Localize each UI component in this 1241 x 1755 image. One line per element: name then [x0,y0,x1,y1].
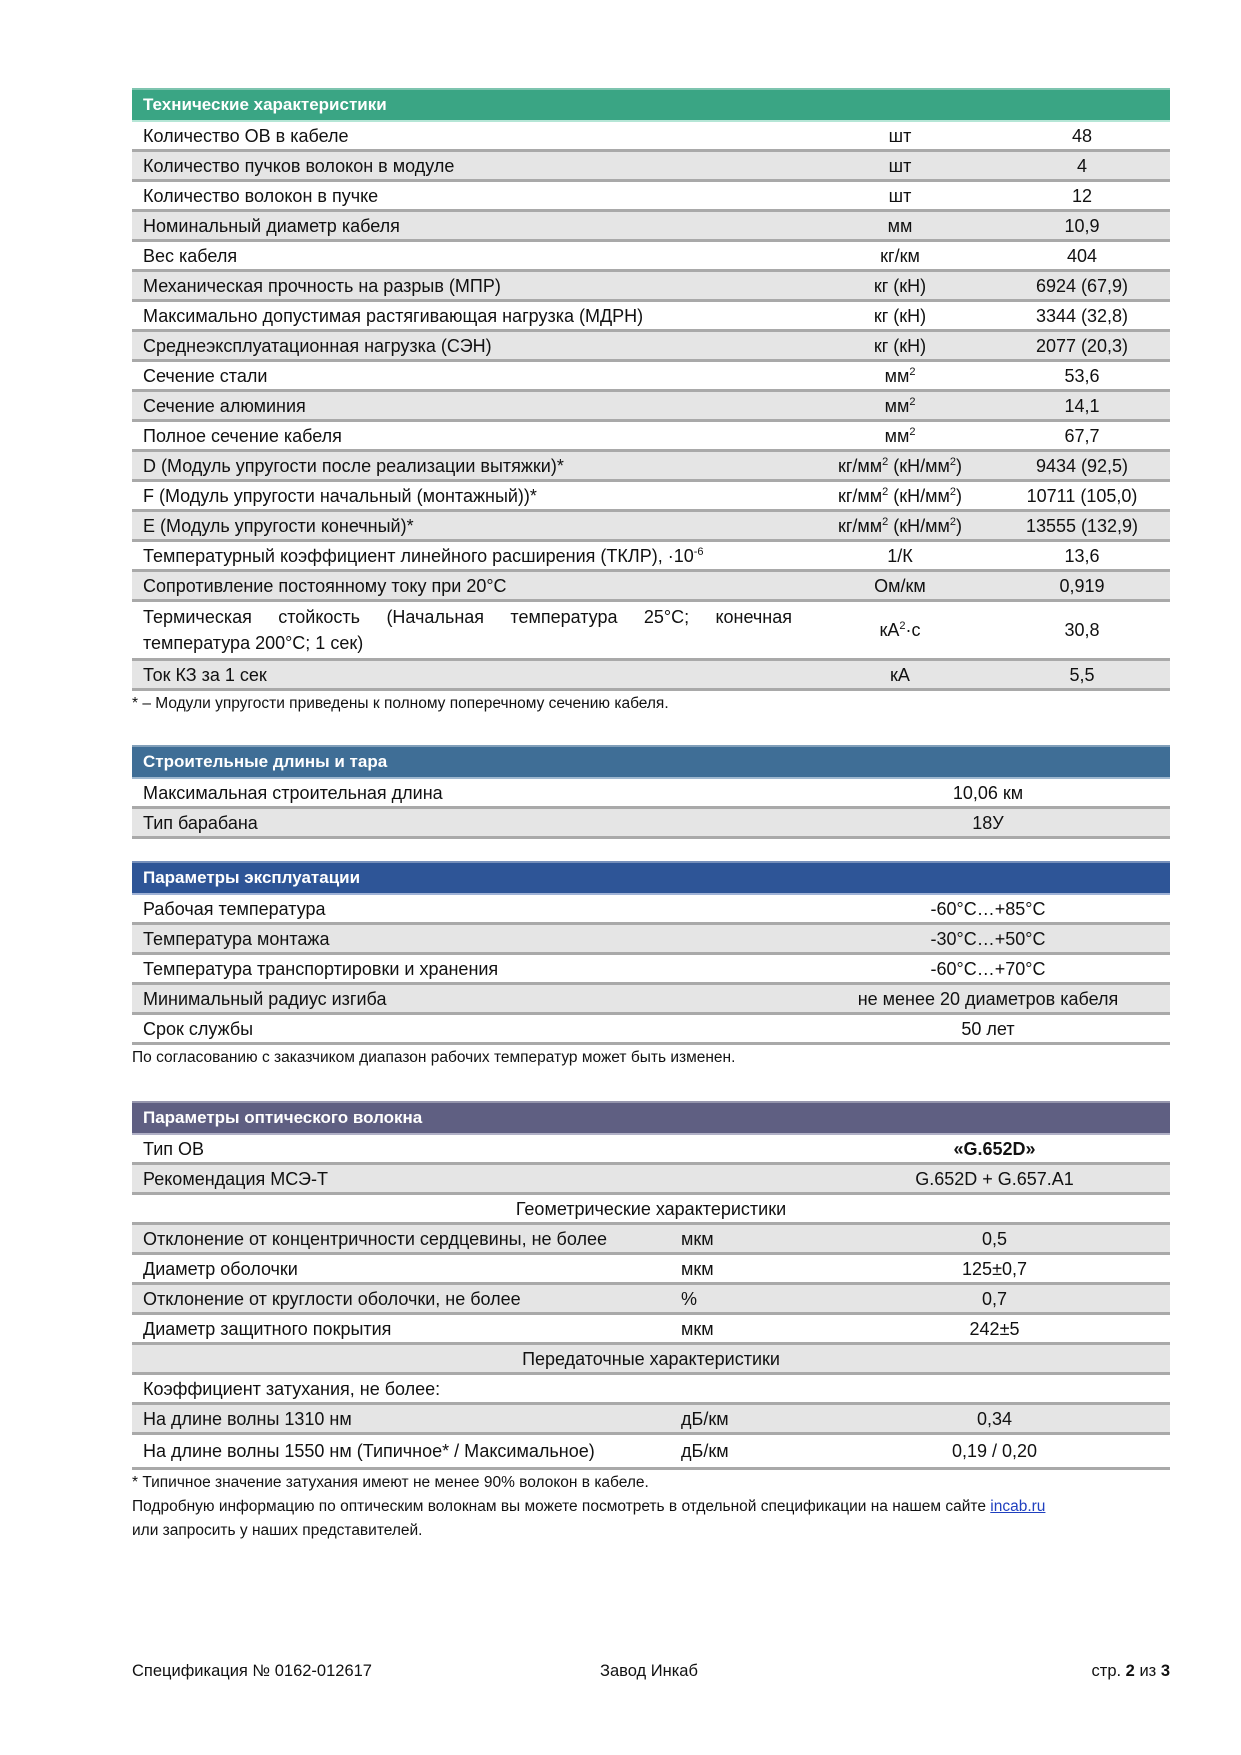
tech-section [132,88,1170,715]
table-row: На длине волны 1310 нм дБ/км 0,34 [132,1405,1170,1435]
table-row: Тип ОВ «G.652D» [132,1135,1170,1165]
table-row: Рабочая температура -60°С…+85°С [132,895,1170,925]
table-row: Температура транспортировки и хранения -60°С…+70°С [132,955,1170,985]
operation-section [132,861,1170,1069]
table-row: Максимальная строительная длина 10,06 км [132,779,1170,809]
fiber-section [132,1101,1170,1542]
table-row: Температурный коэффициент линейного расширения (ТКЛР), $\cdot 10^{-6}$ 1/К 13,6 [132,542,1170,572]
table-row: Отклонение от концентричности сердцевины, не более мкм 0,5 [132,1225,1170,1255]
table-row: Количество ОВ в кабеле шт 48 [132,122,1170,152]
table-row: Сопротивление постоянному току при 20°С Ом/км 0,919 [132,572,1170,602]
table-row: Ток КЗ за 1 сек кА 5,5 [132,661,1170,691]
table-row: Полное сечение кабеля $мм^2$ 67,7 [132,422,1170,452]
table-row: D (Модуль упругости после реализации вытяжки)* $кг/мм^2$ $(кН/мм^2)$ 9434 (92,5) [132,452,1170,482]
tech-header: Технические характеристики [132,88,1170,122]
operation-header: Параметры эксплуатации [132,861,1170,895]
fiber-info-note: Подробную информацию по оптическим волокнам вы можете посмотреть в отдельной спецификации на нашем сайте incab.ru [132,1498,1046,1515]
table-row: Температура монтажа -30°С…+50°С [132,925,1170,955]
page-footer [132,1662,1170,1681]
table-row: Сечение алюминия $мм^2$ 14,1 [132,392,1170,422]
spec-page [132,88,1170,1542]
table-row: Диаметр оболочки мкм 125±0,7 [132,1255,1170,1285]
table-row: Сечение стали $мм^2$ 53,6 [132,362,1170,392]
table-row: Рекомендация МСЭ-Т G.652D + G.657.A1 [132,1165,1170,1195]
lengths-header: Строительные длины и тара [132,745,1170,779]
geometry-subheading: Геометрические характеристики [132,1195,1170,1225]
table-row: Тип барабана 18У [132,809,1170,839]
table-row: Количество пучков волокон в модуле шт 4 [132,152,1170,182]
fiber-header: Параметры оптического волокна [132,1101,1170,1135]
table-row: F (Модуль упругости начальный (монтажный))* $кг/мм^2$ $(кН/мм^2)$ 10711 (105,0) [132,482,1170,512]
incab-link[interactable]: incab.ru [990,1498,1046,1515]
table-row: Вес кабеля кг/км 404 [132,242,1170,272]
table-row: Минимальный радиус изгиба не менее 20 диаметров кабеля [132,985,1170,1015]
table-row: Среднеэксплуатационная нагрузка (СЭН) кг (кН) 2077 (20,3) [132,332,1170,362]
table-row: Коэффициент затухания, не более: [132,1375,1170,1405]
lengths-section [132,745,1170,839]
fiber-info-note-2: или запросить у наших представителей. [132,1522,423,1539]
table-row: Максимально допустимая растягивающая нагрузка (МДРН) кг (кН) 3344 (32,8) [132,302,1170,332]
table-row: Номинальный диаметр кабеля мм 10,9 [132,212,1170,242]
table-row: Термическая стойкость (Начальная температура 25°С; конечная температура 200°С; 1 сек) $кА^2\cdot с$ 30,8 [132,602,1170,661]
company-name: Завод Инкаб [600,1662,698,1680]
fiber-footnote: * Типичное значение затухания имеют не менее 90% волокон в кабеле. [132,1474,649,1491]
table-row: Отклонение от круглости оболочки, не более % 0,7 [132,1285,1170,1315]
tech-footnote: * – Модули упругости приведены к полному поперечному сечению кабеля. [132,695,669,712]
table-row: Количество волокон в пучке шт 12 [132,182,1170,212]
table-row: Механическая прочность на разрыв (МПР) кг (кН) 6924 (67,9) [132,272,1170,302]
table-row: Диаметр защитного покрытия мкм 242±5 [132,1315,1170,1345]
transmission-subheading: Передаточные характеристики [132,1345,1170,1375]
table-row: E (Модуль упругости конечный)* $кг/мм^2$ $(кН/мм^2)$ 13555 (132,9) [132,512,1170,542]
page-number: стр. 2 из 3 [1091,1662,1170,1680]
table-row: На длине волны 1550 нм (Типичное* / Максимальное) дБ/км 0,19 / 0,20 [132,1435,1170,1470]
table-row: Срок службы 50 лет [132,1015,1170,1045]
spec-number: Спецификация № 0162-012617 [132,1662,372,1680]
operation-footnote: По согласованию с заказчиком диапазон рабочих температур может быть изменен. [132,1049,736,1066]
